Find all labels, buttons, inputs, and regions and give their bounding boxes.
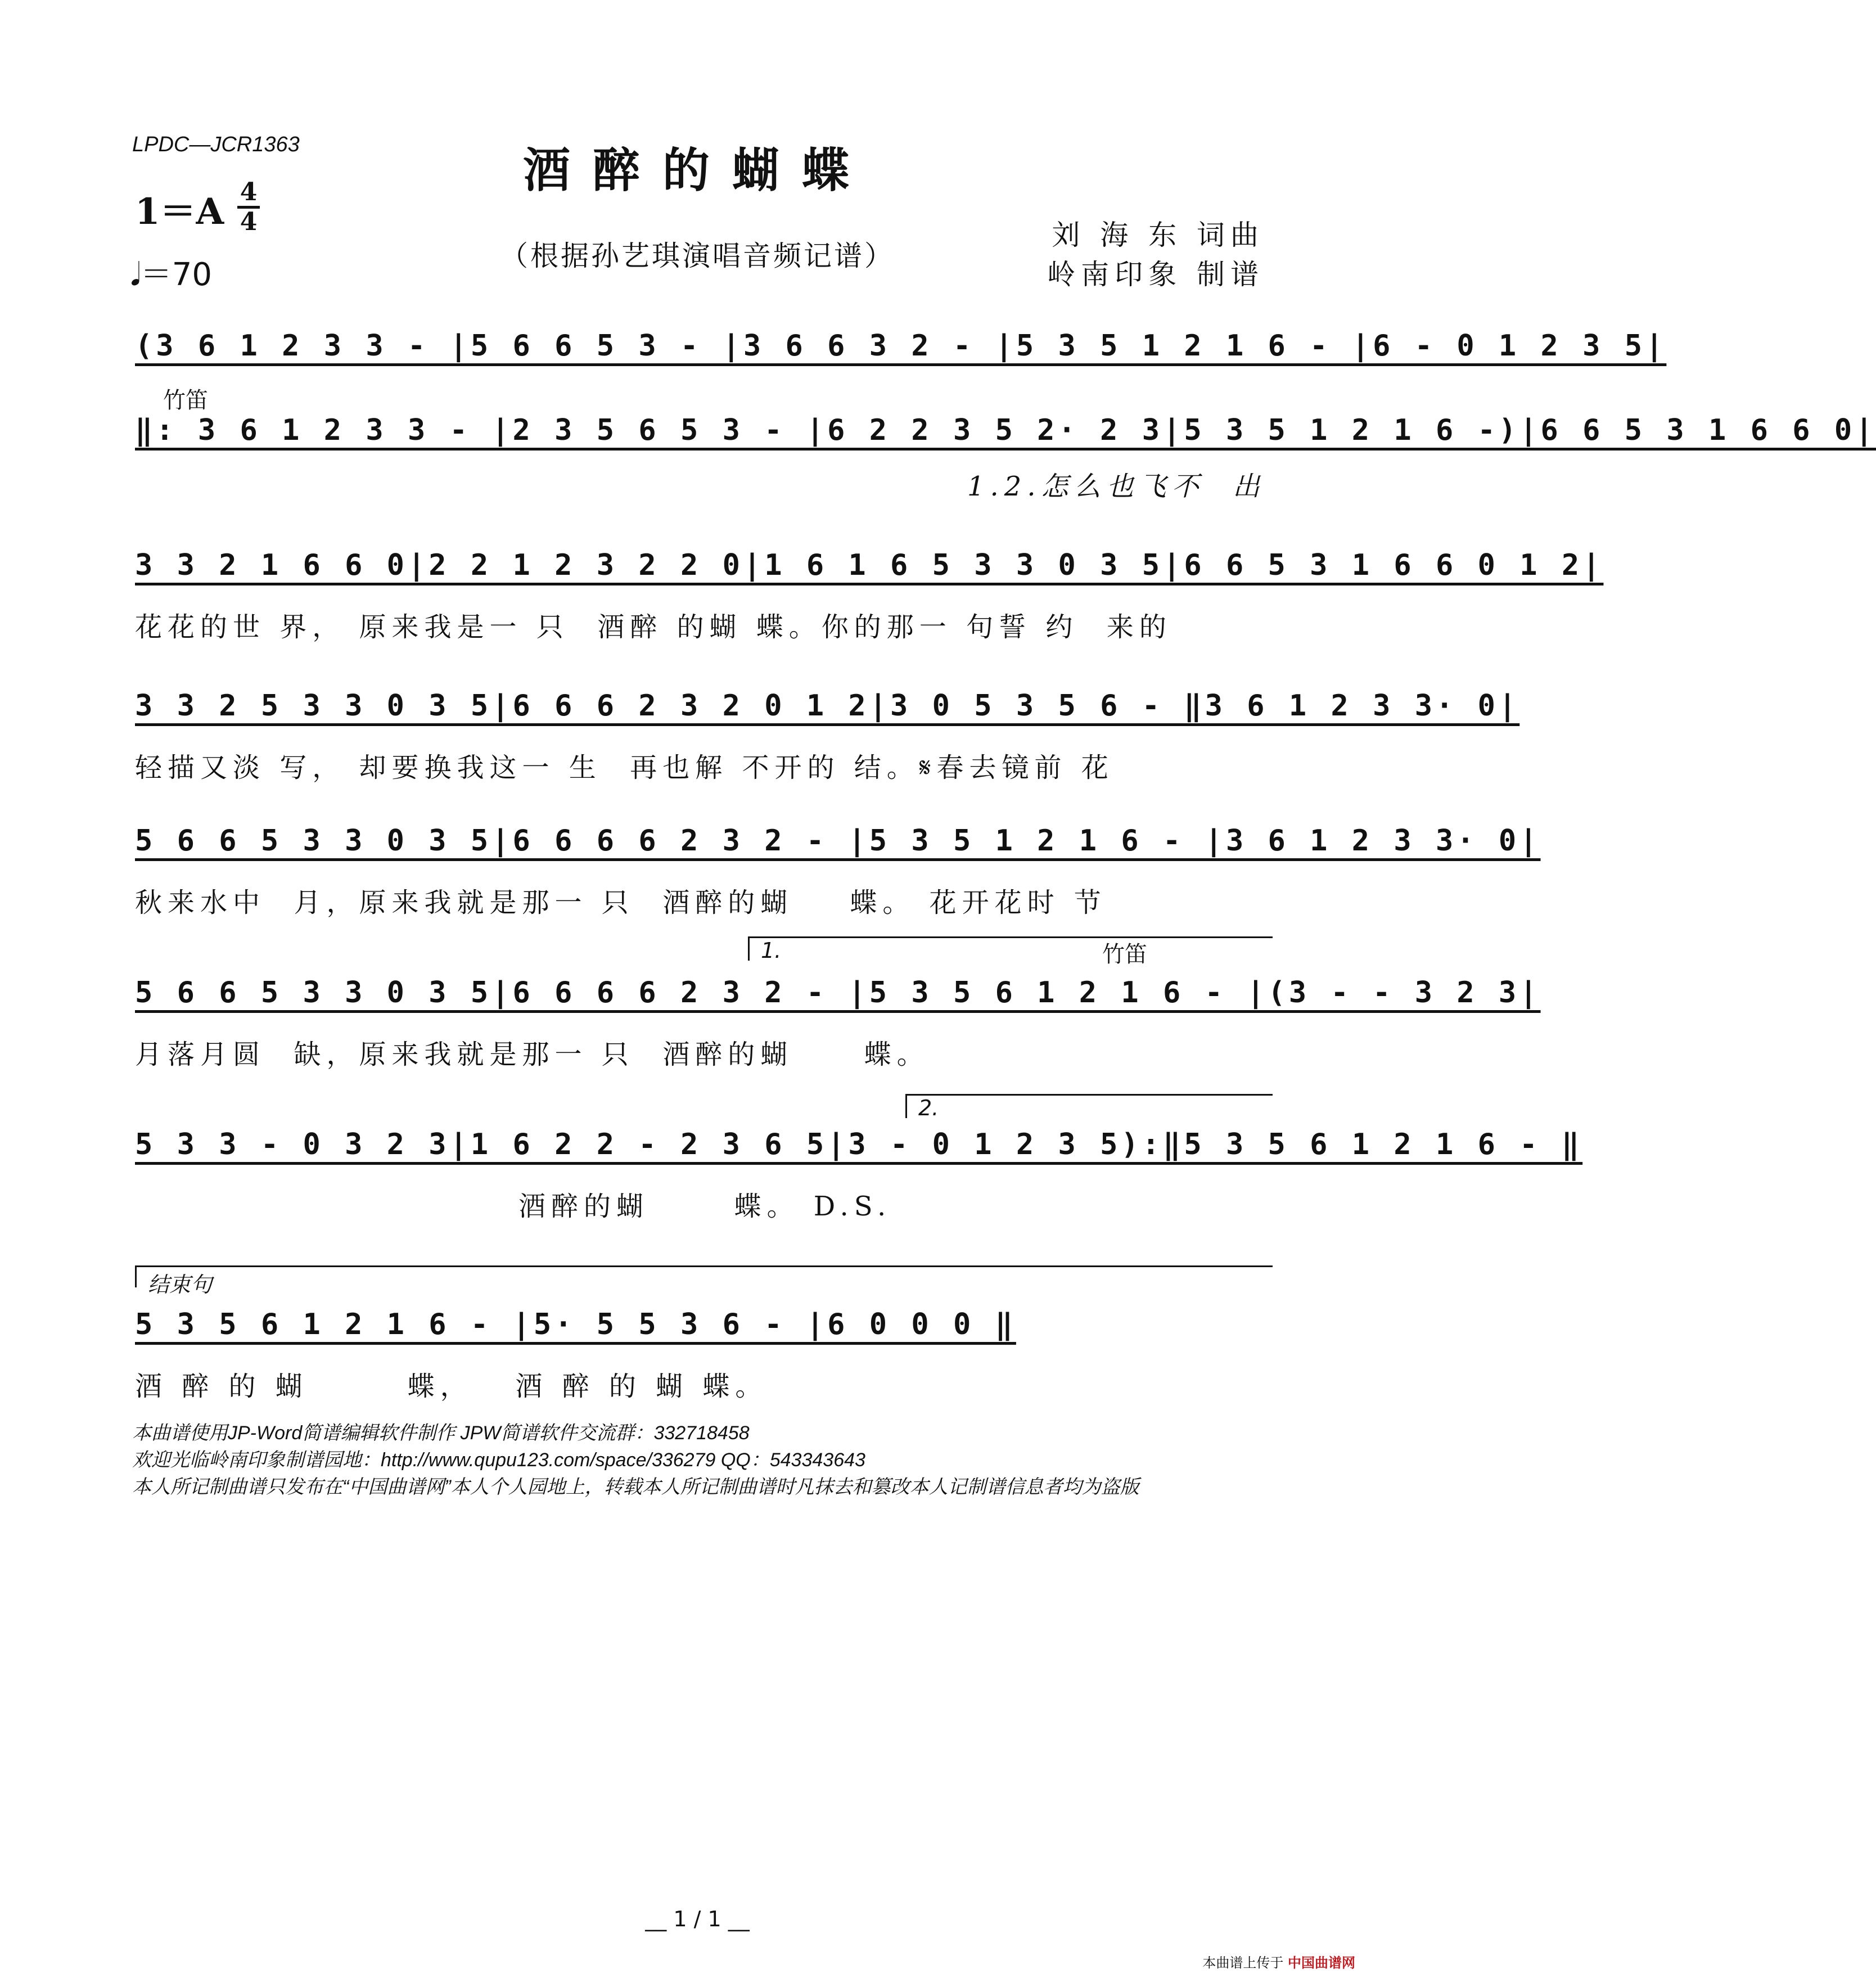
tempo-marking: 𝅘𝅥＝70 <box>130 256 213 293</box>
key-signature: 1＝A <box>135 191 224 233</box>
notation-line: 5 6 6 5 3 3 0 3 5|6 6 6 6 2 3 2 - |5 3 5 1 2 1 6 - |3 6 1 2 3 3· 0| <box>135 824 1541 858</box>
footer-website-note: 欢迎光临岭南印象制谱园地：http://www.qupu123.com/space/336279 QQ：543343643 <box>132 1449 865 1471</box>
site-logo: 中国曲谱网 <box>1288 1955 1355 1971</box>
subtitle: （根据孙艺琪演唱音频记谱） <box>500 240 895 272</box>
notation-line: 5 3 5 6 1 2 1 6 - |5· 5 5 3 6 - |6 0 0 0 ‖ <box>135 1308 1016 1341</box>
lyric-line: 1.2.怎么也飞不 出 <box>967 471 1266 502</box>
notation-line: 3 3 2 5 3 3 0 3 5|6 6 6 2 3 2 0 1 2|3 0 5 3 5 6 - ‖3 6 1 2 3 3· 0| <box>135 689 1520 723</box>
notation-line: 3 3 2 1 6 6 0|2 2 1 2 3 2 2 0|1 6 1 6 5 3 3 0 3 5|6 6 5 3 1 6 6 0 1 2| <box>135 548 1604 582</box>
credit-lyrics-music: 刘 海 东 词曲 <box>1052 219 1264 251</box>
meter-bottom: 4 <box>240 208 258 236</box>
footer-copyright-note: 本人所记制曲谱只发布在“中国曲谱网”本人个人园地上，转载本人所记制曲谱时凡抹去和篡改本人记制谱信息者均为盗版 <box>132 1476 1139 1498</box>
notation-line: (3 6 1 2 3 3 - |5 6 6 5 3 - |3 6 6 3 2 - |5 3 5 1 2 1 6 - |6 - 0 1 2 3 5| <box>135 329 1667 363</box>
credit-transcriber: 岭南印象 制谱 <box>1047 258 1264 291</box>
lyric-line: 花花的世 界， 原来我是一 只 酒醉 的蝴 蝶。你的那一 句誓 约 来的 <box>135 611 1172 643</box>
notation-line: 5 6 6 5 3 3 0 3 5|6 6 6 6 2 3 2 - |5 3 5 6 1 2 1 6 - |(3 - - 3 2 3| <box>135 976 1541 1010</box>
lyric-line: 轻描又淡 写， 却要换我这一 生 再也解 不开的 结。𝄋春去镜前 花 <box>135 752 1114 783</box>
notation-line: 5 3 3 - 0 3 2 3|1 6 2 2 - 2 3 6 5|3 - 0 1 2 3 5):‖5 3 5 6 1 2 1 6 - ‖ <box>135 1128 1583 1161</box>
second-ending-label: 2. <box>918 1096 939 1120</box>
lyric-line: 秋来水中 月，原来我就是那一 只 酒醉的蝴 蝶。 花开花时 节 <box>135 887 1107 918</box>
coda-bracket <box>135 1265 1273 1297</box>
upload-text: 本曲谱上传于 <box>1202 1955 1284 1971</box>
page-number: __ 1 / 1 __ <box>645 1907 750 1931</box>
score-code: LPDC—JCR1363 <box>132 133 300 156</box>
first-ending-bracket <box>748 936 1273 961</box>
notation-line: ‖: 3 6 1 2 3 3 - |2 3 5 6 5 3 - |6 2 2 3 5 2· 2 3|5 3 5 1 2 1 6 -)|6 6 5 3 1 6 6 0| <box>135 413 1876 447</box>
second-ending-bracket <box>905 1094 1273 1118</box>
instrument-label: 竹笛 <box>1102 942 1147 967</box>
coda-label: 结束句 <box>148 1272 213 1297</box>
score-title: 酒醉的蝴蝶 <box>522 142 872 198</box>
lyric-line: 酒 醉 的 蝴 蝶， 酒 醉 的 蝴 蝶。 <box>135 1371 768 1402</box>
lyric-line: 酒醉的蝴 蝶。 D.S. <box>135 1191 892 1222</box>
first-ending-label: 1. <box>761 938 782 963</box>
lyric-line: 月落月圆 缺，原来我就是那一 只 酒醉的蝴 蝶。 <box>135 1039 930 1070</box>
meter-top: 4 <box>240 178 258 206</box>
instrument-label: 竹笛 <box>163 388 208 413</box>
footer-software-note: 本曲谱使用JP-Word简谱编辑软件制作 JPW简谱软件交流群：332718458 <box>132 1422 750 1444</box>
time-signature <box>236 179 261 236</box>
upload-note <box>1202 1952 1355 1971</box>
